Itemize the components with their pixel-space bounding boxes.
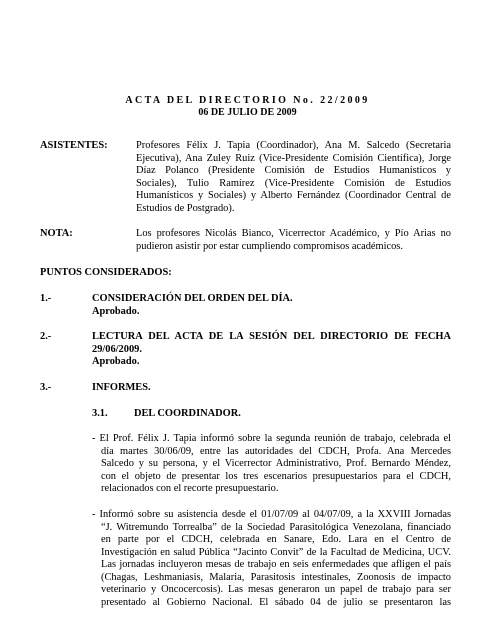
asistentes-label: ASISTENTES: — [40, 140, 108, 151]
informe-line: “J. Witremundo Torrealba” de la Sociedad Parasitológica Venezolana, financiado — [101, 521, 451, 533]
item-title-continued: 29/06/2009. — [92, 344, 142, 355]
item-title: CONSIDERACIÓN DEL ORDEN DEL DÍA. — [92, 293, 293, 304]
informe-line: Las jornadas incluyeron mesas de trabajo en seis enfermedades que afligen el país — [101, 559, 451, 570]
informe-line: día martes 30/06/09, entre las autoridades del CDCH, Profa. Ana Mercedes — [101, 445, 451, 457]
item-title: LECTURA DEL ACTA DE LA SESIÓN DEL DIRECTORIO DE FECHA — [92, 331, 451, 342]
item-status: Aprobado. — [92, 306, 140, 317]
item-title: INFORMES. — [92, 382, 151, 393]
asistentes-line: Díaz Polanco (Presidente Comisión de Estudios Humanísticos y — [136, 165, 451, 176]
informe-line: presentado al Gobierno Nacional. El sábado 04 de julio se presentaron las — [101, 596, 451, 608]
informe-line: con el objeto de presentar los tres escenarios presupuestarios para el CDCH, — [101, 470, 451, 482]
document-title: ACTA DEL DIRECTORIO No. 22/2009 — [125, 95, 370, 106]
asistentes-line: Humanísticos y Sociales) y Alberto Fernández (Coordinador Central de — [136, 190, 451, 201]
asistentes-line: Ejecutiva), Ana Zuley Ruiz (Vice-Presidente Comisión Científica), Jorge — [136, 152, 451, 164]
informe-line: - El Prof. Félix J. Tapia informó sobre la segunda reunión de trabajo, celebrada el — [92, 433, 451, 444]
informe-line: Salcedo y su persona, y el Vicerrector Administrativo, Prof. Bernardo Méndez, — [101, 458, 451, 469]
nota-line: pudieron asistir por estar cumpliendo compromisos académicos. — [136, 240, 403, 252]
informe-line: relacionados con el recorte presupuestario. — [101, 483, 279, 494]
item-number: 2.- — [40, 331, 52, 342]
nota-label: NOTA: — [40, 228, 73, 239]
item-status: Aprobado. — [92, 356, 140, 367]
item-number: 3.- — [40, 382, 52, 393]
puntos-heading: PUNTOS CONSIDERADOS: — [40, 267, 172, 278]
informe-line: en parte por el CDCH, celebrada en Sanare, Edo. Lara en el Centro de — [101, 534, 451, 545]
informe-line: - Informó sobre su asistencia desde el 01/07/09 al 04/07/09, a la XXVIII Jornadas — [92, 509, 451, 520]
document-date: 06 DE JULIO DE 2009 — [198, 107, 297, 118]
nota-line: Los profesores Nicolás Bianco, Vicerrector Académico, y Pío Arias no — [136, 228, 451, 239]
subsection-title: DEL COORDINADOR. — [134, 408, 241, 419]
asistentes-line: Sociales), Tulio Ramírez (Vice-Presidente Comisión de Estudios — [136, 177, 451, 189]
asistentes-line: Profesores Félix J. Tapia (Coordinador), Ana M. Salcedo (Secretaria — [136, 140, 451, 151]
informe-line: (Chagas, Leshmaniasis, Malaria, Parasitosis intestinales, Zoonosis de impacto — [101, 571, 451, 583]
item-number: 1.- — [40, 293, 52, 304]
subsection-number: 3.1. — [92, 408, 108, 419]
informe-line: veterinario y Oncocercosis). Las mesas generaron un papel de trabajo para ser — [101, 584, 451, 595]
informe-line: Investigación en salud Pública “Jacinto Convit” de la Facultad de Medicina, UCV. — [101, 546, 451, 558]
asistentes-line: Estudios de Postgrado). — [136, 202, 235, 214]
